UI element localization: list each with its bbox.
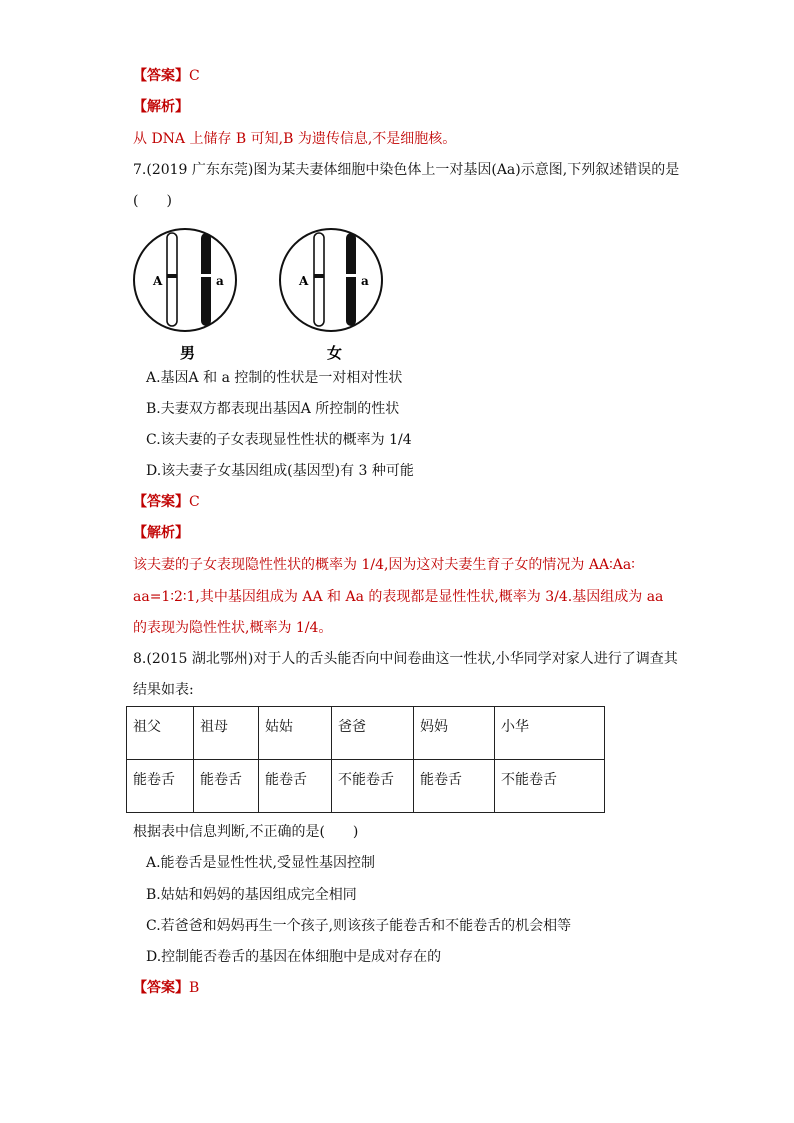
female-caption: 女	[327, 344, 343, 362]
female-allele-a: a	[361, 274, 369, 288]
table-cell: 能卷舌	[194, 760, 259, 813]
option-c-q8: C.若爸爸和妈妈再生一个孩子,则该孩子能卷舌和不能卷舌的机会相等	[146, 918, 572, 934]
answer-label: 【答案】	[133, 68, 189, 84]
question-stem-q8-cont: 结果如表:	[133, 682, 194, 698]
table-header-cell: 祖母	[194, 707, 259, 760]
table-row	[127, 760, 605, 813]
option-c-q7: C.该夫妻的子女表现显性性状的概率为 1/4	[146, 432, 412, 448]
answer-label: 【答案】	[133, 980, 189, 996]
option-a-q7: A.基因A 和 a 控制的性状是一对相对性状	[146, 370, 403, 386]
table-header-cell: 爸爸	[332, 707, 414, 760]
table-header-cell: 小华	[495, 707, 605, 760]
table-cell: 不能卷舌	[332, 760, 414, 813]
table-cell: 不能卷舌	[495, 760, 605, 813]
table-cell: 能卷舌	[259, 760, 332, 813]
analysis-text-q7-1: 该夫妻的子女表现隐性性状的概率为 1/4,因为这对夫妻生育子女的情况为 AA∶Aa∶	[133, 557, 635, 573]
female-chromosome-light	[314, 233, 324, 326]
option-a-q8: A.能卷舌是显性性状,受显性基因控制	[146, 855, 376, 871]
question-q8: 根据表中信息判断,不正确的是( )	[133, 824, 359, 840]
answer-value: C	[189, 68, 200, 84]
table-cell: 能卷舌	[127, 760, 194, 813]
table-header-cell: 妈妈	[414, 707, 495, 760]
analysis-text-q7-3: 的表现为隐性性状,概率为 1/4。	[133, 620, 333, 636]
option-d-q8: D.控制能否卷舌的基因在体细胞中是成对存在的	[146, 949, 442, 965]
chromosome-diagram	[128, 222, 398, 367]
female-cell	[280, 229, 382, 362]
female-chromosome-dark	[346, 233, 356, 326]
analysis-label-q7: 【解析】	[133, 525, 189, 541]
male-caption: 男	[180, 344, 196, 362]
question-stem-q7-bracket: ( )	[133, 193, 172, 209]
answer-line-q7	[133, 492, 200, 512]
answer-line-q6	[133, 66, 200, 86]
male-chromosome-light	[167, 233, 177, 326]
answer-line-q8	[133, 978, 199, 998]
question-stem-q7: 7.(2019 广东东莞)图为某夫妻体细胞中染色体上一对基因(Aa)示意图,下列叙述错误的是	[133, 162, 680, 178]
answer-value: B	[189, 980, 200, 996]
analysis-text-q6: 从 DNA 上储存 B 可知,B 为遗传信息,不是细胞核。	[133, 131, 457, 147]
answer-value: C	[189, 494, 200, 510]
table-header-cell: 姑姑	[259, 707, 332, 760]
male-cell	[134, 229, 236, 362]
option-b-q8: B.姑姑和妈妈的基因组成完全相同	[146, 887, 357, 903]
male-allele-a: a	[216, 274, 224, 288]
survey-table	[126, 706, 605, 813]
question-stem-q8: 8.(2015 湖北鄂州)对于人的舌头能否向中间卷曲这一性状,小华同学对家人进行了调查其	[133, 651, 678, 667]
male-chromosome-dark	[201, 233, 211, 326]
analysis-label-q6: 【解析】	[133, 99, 189, 115]
table-row	[127, 707, 605, 760]
option-d-q7: D.该夫妻子女基因组成(基因型)有 3 种可能	[146, 463, 414, 479]
table-cell: 能卷舌	[414, 760, 495, 813]
table-header-cell: 祖父	[127, 707, 194, 760]
answer-label: 【答案】	[133, 494, 189, 510]
female-allele-A: A	[299, 274, 309, 288]
male-allele-A: A	[153, 274, 163, 288]
option-b-q7: B.夫妻双方都表现出基因A 所控制的性状	[146, 401, 400, 417]
analysis-text-q7-2: aa=1∶2∶1,其中基因组成为 AA 和 Aa 的表现都是显性性状,概率为 3/4.基因组成为 aa	[133, 589, 664, 605]
